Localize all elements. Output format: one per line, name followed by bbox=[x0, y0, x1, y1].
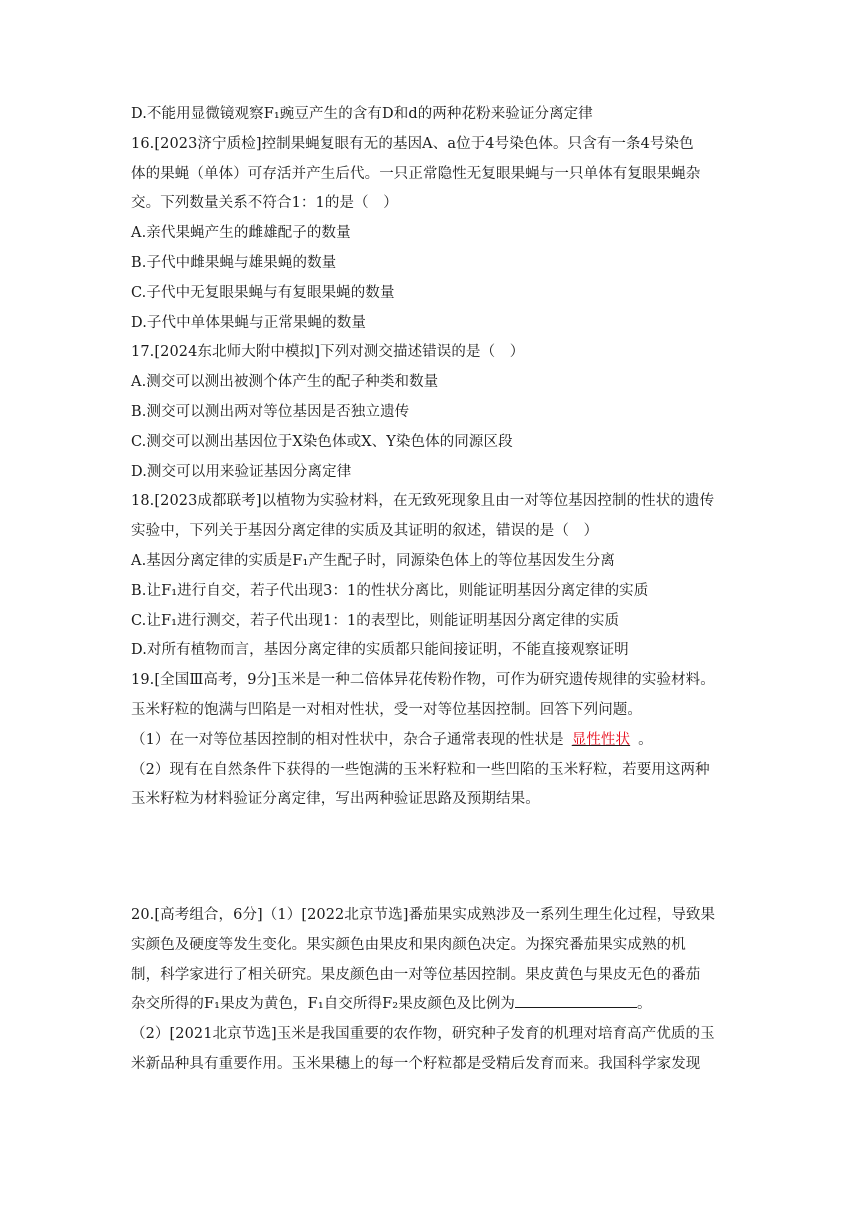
q16-option-c: C.子代中无复眼果蝇与有复眼果蝇的数量 bbox=[131, 284, 395, 301]
q19-part-2-line-2: 玉米籽粒为材料验证分离定律，写出两种验证思路及预期结果。 bbox=[131, 791, 540, 808]
q20-line-4-suffix: 。 bbox=[637, 996, 652, 1013]
q17-option-a: A.测交可以测出被测个体产生的配子种类和数量 bbox=[131, 374, 439, 391]
q17-option-d: D.测交可以用来验证基因分离定律 bbox=[131, 463, 352, 480]
question-18-line-1: 18.[2023成都联考]以植物为实验材料，在无致死现象且由一对等位基因控制的性状的遗传 bbox=[131, 493, 715, 510]
question-20-line-3: 制，科学家进行了相关研究。果皮颜色由一对等位基因控制。果皮黄色与果皮无色的番茄 bbox=[131, 966, 701, 983]
question-16-line-1: 16.[2023济宁质检]控制果蝇复眼有无的基因A、a位于4号染色体。只含有一条4号染色 bbox=[131, 135, 694, 152]
q16-option-b: B.子代中雌果蝇与雄果蝇的数量 bbox=[131, 254, 337, 271]
question-20 bbox=[131, 901, 731, 1080]
questions-16-19 bbox=[131, 100, 731, 815]
q19-part-1 bbox=[131, 726, 731, 756]
q19-part-1-answer: 显性性状 bbox=[571, 731, 631, 748]
q18-option-d: D.对所有植物而言，基因分离定律的实质都只能间接证明，不能直接观察证明 bbox=[131, 642, 629, 659]
question-16-line-2: 体的果蝇（单体）可存活并产生后代。一只正常隐性无复眼果蝇与一只单体有复眼果蝇杂 bbox=[131, 165, 701, 182]
option-d-q15: D.不能用显微镜观察F₁豌豆产生的含有D和d的两种花粉来验证分离定律 bbox=[131, 106, 593, 122]
q18-option-c: C.让F₁进行测交，若子代出现1：1的表型比，则能证明基因分离定律的实质 bbox=[131, 612, 620, 629]
question-20-line-2: 实颜色及硬度等发生变化。果实颜色由果皮和果肉颜色决定。为探究番茄果实成熟的机 bbox=[131, 936, 686, 953]
q17-option-c: C.测交可以测出基因位于X染色体或X、Y染色体的同源区段 bbox=[131, 433, 513, 450]
question-17: 17.[2024东北师大附中模拟]下列对测交描述错误的是（ ） bbox=[131, 344, 525, 361]
q16-option-a: A.亲代果蝇产生的雌雄配子的数量 bbox=[131, 225, 351, 242]
q16-option-d: D.子代中单体果蝇与正常果蝇的数量 bbox=[131, 314, 366, 331]
question-19-line-2: 玉米籽粒的饱满与凹陷是一对相对性状，受一对等位基因控制。回答下列问题。 bbox=[131, 701, 642, 718]
question-19-line-1: 19.[全国Ⅲ高考，9分]玉米是一种二倍体异花传粉作物，可作为研究遗传规律的实验材料。 bbox=[131, 672, 715, 689]
answer-blank bbox=[515, 991, 637, 1008]
q19-part-1-suffix: 。 bbox=[638, 731, 653, 748]
q20-part-2-line-1: （2）[2021北京节选]玉米是我国重要的农作物，研究种子发育的机理对培育高产优质的玉 bbox=[131, 1026, 715, 1043]
q18-option-a: A.基因分离定律的实质是F₁产生配子时，同源染色体上的等位基因发生分离 bbox=[131, 552, 615, 569]
question-20-line-1: 20.[高考组合，6分]（1）[2022北京节选]番茄果实成熟涉及一系列生理生化过程，导致果 bbox=[131, 907, 716, 923]
question-20-line-4 bbox=[131, 990, 731, 1020]
question-16-line-3: 交。下列数量关系不符合1：1的是（ ） bbox=[131, 195, 398, 212]
q19-part-1-prefix: （1）在一对等位基因控制的相对性状中，杂合子通常表现的性状是 bbox=[131, 731, 564, 748]
q20-part-2-line-2: 米新品种具有重要作用。玉米果穗上的每一个籽粒都是受精后发育而来。我国科学家发现 bbox=[131, 1055, 701, 1072]
q17-option-b: B.测交可以测出两对等位基因是否独立遗传 bbox=[131, 403, 410, 420]
q19-part-2-line-1: （2）现有在自然条件下获得的一些饱满的玉米籽粒和一些凹陷的玉米籽粒，若要用这两种 bbox=[131, 761, 710, 778]
question-18-line-2: 实验中，下列关于基因分离定律的实质及其证明的叙述，错误的是（ ） bbox=[131, 523, 599, 540]
q20-line-4-prefix: 杂交所得的F₁果皮为黄色，F₁自交所得F₂果皮颜色及比例为 bbox=[131, 996, 516, 1013]
q18-option-b: B.让F₁进行自交，若子代出现3：1的性状分离比，则能证明基因分离定律的实质 bbox=[131, 582, 649, 599]
